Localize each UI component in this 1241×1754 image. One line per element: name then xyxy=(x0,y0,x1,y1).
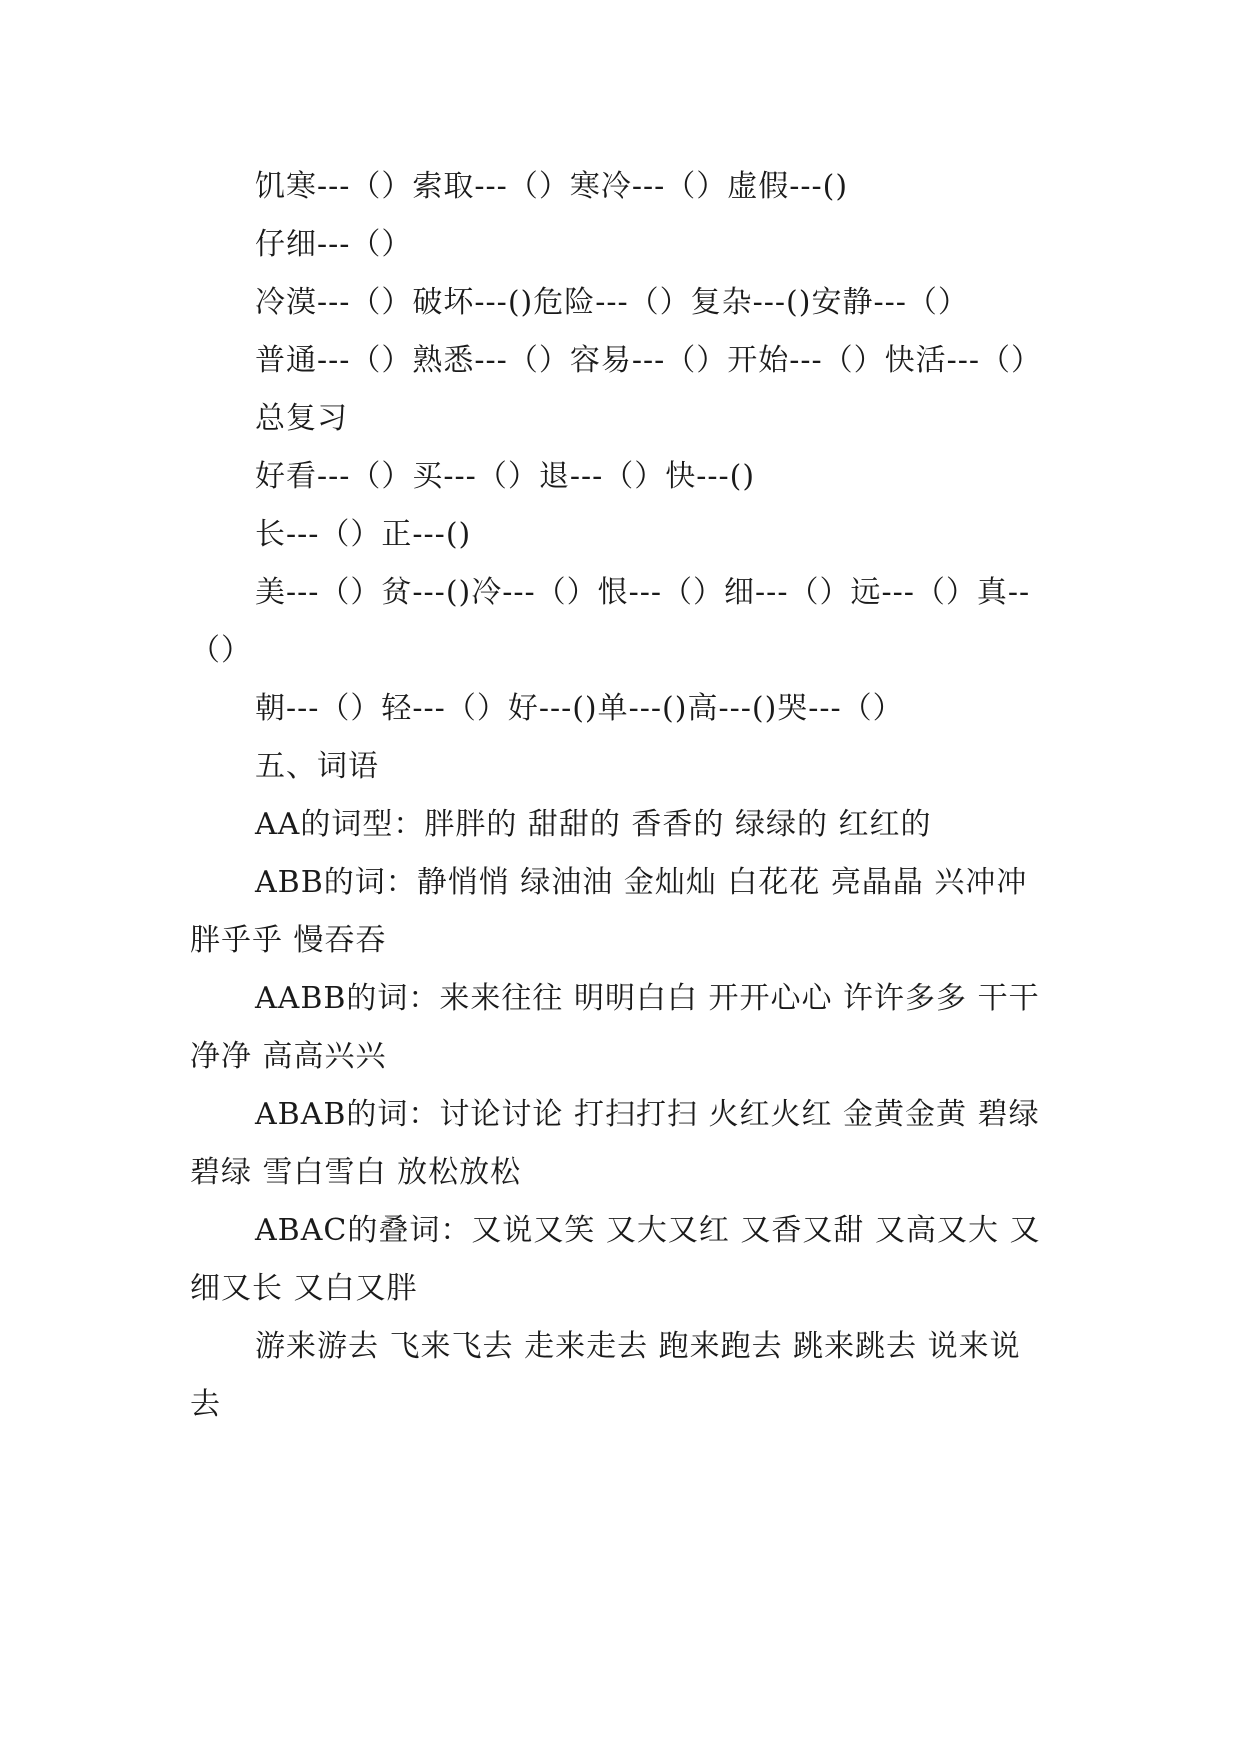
section-heading-words: 五、词语 xyxy=(255,749,379,784)
section-heading-review: 总复习 xyxy=(255,401,348,436)
document-body xyxy=(190,158,1050,1434)
word-pattern-abac: ABAC的叠词：又说又笑 又大又红 又香又甜 又高又大 又细又长 又白又胖 xyxy=(190,1213,1041,1306)
antonym-line-8: 朝---（）轻---（）好---()单---()高---()哭---（） xyxy=(255,691,904,726)
antonym-line-4: 普通---（）熟悉---（）容易---（）开始---（）快活---（） xyxy=(255,343,1043,378)
antonym-line-7: 美---（）贫---()冷---（）恨---（）细---（）远---（）真--（） xyxy=(190,575,1031,668)
word-pattern-aabb: AABB的词：来来往往 明明白白 开开心心 许许多多 干干净净 高高兴兴 xyxy=(190,981,1040,1074)
antonym-line-6: 长---（）正---() xyxy=(255,517,472,552)
word-pattern-abb: ABB的词：静悄悄 绿油油 金灿灿 白花花 亮晶晶 兴冲冲 胖乎乎 慢吞吞 xyxy=(190,865,1028,958)
word-pattern-come-go: 游来游去 飞来飞去 走来走去 跑来跑去 跳来跳去 说来说去 xyxy=(190,1329,1021,1422)
antonym-line-3: 冷漠---（）破坏---()危险---（）复杂---()安静---（） xyxy=(255,285,969,320)
word-pattern-aa: AA的词型：胖胖的 甜甜的 香香的 绿绿的 红红的 xyxy=(255,807,932,842)
antonym-line-2: 仔细---（） xyxy=(255,227,413,262)
antonym-line-5: 好看---（）买---（）退---（）快---() xyxy=(255,459,756,494)
word-pattern-abab: ABAB的词：讨论讨论 打扫打扫 火红火红 金黄金黄 碧绿碧绿 雪白雪白 放松放松 xyxy=(190,1097,1040,1190)
antonym-line-1: 饥寒---（）索取---（）寒冷---（）虚假---() xyxy=(255,169,849,204)
